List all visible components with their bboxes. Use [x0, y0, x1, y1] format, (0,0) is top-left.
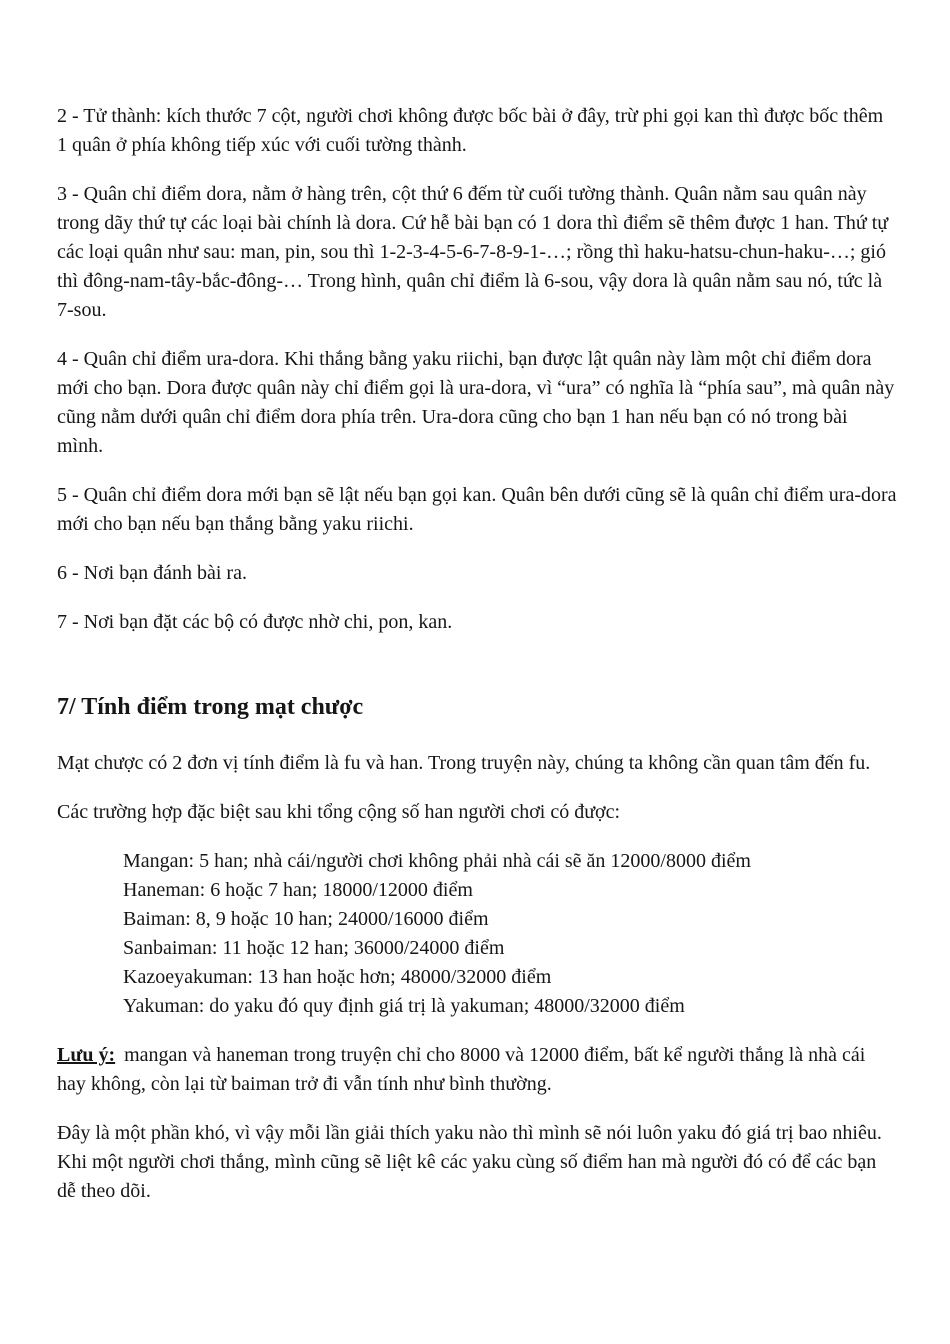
scoring-line-haneman: Haneman: 6 hoặc 7 han; 18000/12000 điểm [123, 879, 473, 901]
note-paragraph-7: 7 - Nơi bạn đặt các bộ có được nhờ chi, pon, kan. [57, 611, 453, 633]
intro-paragraph-special-cases: Các trường hợp đặc biệt sau khi tổng cộng số han người chơi có được: [57, 801, 621, 823]
scoring-line-baiman: Baiman: 8, 9 hoặc 10 han; 24000/16000 điểm [123, 908, 489, 930]
intro-paragraph-units: Mạt chược có 2 đơn vị tính điểm là fu và han. Trong truyện này, chúng ta không cần quan tâm đến fu. [57, 752, 871, 774]
closing-paragraph: Đây là một phần khó, vì vậy mỗi lần giải thích yaku nào thì mình sẽ nói luôn yaku đó giá trị bao nhiêu. Khi một người chơi thắng, mình cũng sẽ liệt kê các yaku cùng số điểm han mà người đó có để các bạn dễ theo dõi. [57, 1122, 882, 1202]
note-callout-text: mangan và haneman trong truyện chỉ cho 8000 và 12000 điểm, bất kể người thắng là nhà cái hay không, còn lại từ baiman trở đi vẫn tính như bình thường. [57, 1044, 866, 1095]
scoring-list [57, 847, 898, 1021]
section-heading: 7/ Tính điểm trong mạt chược [57, 694, 364, 720]
scoring-line-yakuman: Yakuman: do yaku đó quy định giá trị là yakuman; 48000/32000 điểm [123, 995, 685, 1017]
note-paragraph-6: 6 - Nơi bạn đánh bài ra. [57, 562, 247, 584]
scoring-line-mangan: Mangan: 5 han; nhà cái/người chơi không phải nhà cái sẽ ăn 12000/8000 điểm [123, 850, 751, 872]
scoring-line-kazoeyakuman: Kazoeyakuman: 13 han hoặc hơn; 48000/32000 điểm [123, 966, 552, 988]
note-paragraph-3: 3 - Quân chỉ điểm dora, nằm ở hàng trên, cột thứ 6 đếm từ cuối tường thành. Quân nằm sau quân này trong dãy thứ tự các loại bài chính là dora. Cứ hễ bài bạn có 1 dora thì điểm sẽ thêm được 1 han. Thứ tự các loại quân như sau: man, pin, sou thì 1-2-3-4-5-6-7-8-9-1-…; rồng thì haku-hatsu-chun-haku-…; gió thì đông-nam-tây-bắc-đông-… Trong hình, quân chỉ điểm là 6-sou, vậy dora là quân nằm sau nó, tức là 7-sou. [57, 183, 889, 321]
note-callout [57, 1041, 898, 1099]
note-paragraph-2: 2 - Tử thành: kích thước 7 cột, người chơi không được bốc bài ở đây, trừ phi gọi kan thì được bốc thêm 1 quân ở phía không tiếp xúc với cuối tường thành. [57, 105, 884, 156]
note-callout-label: Lưu ý: [57, 1044, 116, 1066]
scoring-line-sanbaiman: Sanbaiman: 11 hoặc 12 han; 36000/24000 điểm [123, 937, 505, 959]
note-paragraph-4: 4 - Quân chỉ điểm ura-dora. Khi thắng bằng yaku riichi, bạn được lật quân này làm một chỉ điểm dora mới cho bạn. Dora được quân này chỉ điểm gọi là ura-dora, vì “ura” có nghĩa là “phía sau”, mà quân này cũng nằm dưới quân chỉ điểm dora phía trên. Ura-dora cũng cho bạn 1 han nếu bạn có nó trong bài mình. [57, 348, 895, 457]
note-paragraph-5: 5 - Quân chỉ điểm dora mới bạn sẽ lật nếu bạn gọi kan. Quân bên dưới cũng sẽ là quân chỉ điểm ura-dora mới cho bạn nếu bạn thắng bằng yaku riichi. [57, 484, 897, 535]
